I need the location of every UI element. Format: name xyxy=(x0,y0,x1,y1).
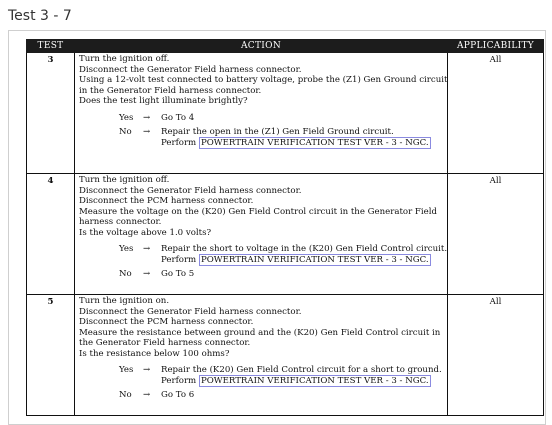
verification-test-link[interactable]: POWERTRAIN VERIFICATION TEST VER - 3 - NGC. xyxy=(200,254,429,265)
perform-label: Perform xyxy=(161,375,197,386)
perform-line xyxy=(161,255,443,266)
action-line: Disconnect the Generator Field harness connector. xyxy=(79,185,302,196)
action-cell xyxy=(75,174,448,295)
table-row xyxy=(27,53,544,174)
applicability-cell: All xyxy=(448,53,544,174)
test-number: 5 xyxy=(27,295,75,416)
response-label: Yes xyxy=(119,112,134,123)
response-yes xyxy=(119,365,443,386)
action-line: Using a 12-volt test connected to battery voltage, probe the (Z1) Gen Ground circuit xyxy=(79,75,448,85)
response-label: No xyxy=(119,390,132,400)
applicability-cell: All xyxy=(448,295,544,416)
action-line: Disconnect the Generator Field harness connector. xyxy=(79,64,302,75)
perform-label: Perform xyxy=(161,137,197,148)
header-action: ACTION xyxy=(75,40,448,53)
action-line: Disconnect the Generator Field harness connector. xyxy=(79,306,302,317)
action-line: Turn the ignition off. xyxy=(79,54,170,64)
action-line: Is the voltage above 1.0 volts? xyxy=(79,227,212,238)
table-row xyxy=(27,295,544,416)
response-no xyxy=(119,390,443,401)
arrow-icon: → xyxy=(143,244,151,254)
perform-line xyxy=(161,138,443,149)
arrow-icon: → xyxy=(143,112,151,123)
response-text: Go To 5 xyxy=(161,269,195,279)
response-text: Repair the (K20) Gen Field Control circuit for a short to ground. xyxy=(161,365,442,375)
action-cell xyxy=(75,295,448,416)
action-cell xyxy=(75,53,448,174)
applicability-cell: All xyxy=(448,174,544,295)
header-applicability: APPLICABILITY xyxy=(448,40,544,53)
response-label: No xyxy=(119,127,132,137)
arrow-icon: → xyxy=(143,365,151,375)
response-label: No xyxy=(119,269,132,279)
test-number: 4 xyxy=(27,174,75,295)
table-row xyxy=(27,174,544,295)
test-number: 3 xyxy=(27,53,75,174)
action-line: Disconnect the PCM harness connector. xyxy=(79,196,254,206)
response-text: Repair the open in the (Z1) Gen Field Ground circuit. xyxy=(161,127,394,137)
action-line: the Generator Field harness connector. xyxy=(79,338,251,348)
action-line: Turn the ignition on. xyxy=(79,296,170,306)
response-no xyxy=(119,269,443,280)
table-header-row xyxy=(27,40,544,53)
response-text: Go To 4 xyxy=(161,112,195,123)
action-line: Measure the voltage on the (K20) Gen Field Control circuit in the Generator Field xyxy=(79,206,437,217)
response-text: Go To 6 xyxy=(161,390,195,400)
response-label: Yes xyxy=(119,365,134,375)
action-line: Turn the ignition off. xyxy=(79,175,170,185)
verification-test-link[interactable]: POWERTRAIN VERIFICATION TEST VER - 3 - NGC. xyxy=(200,137,429,148)
response-no xyxy=(119,127,443,148)
action-line: Does the test light illuminate brightly? xyxy=(79,96,248,106)
arrow-icon: → xyxy=(143,269,151,279)
response-yes xyxy=(119,113,443,124)
response-yes xyxy=(119,244,448,265)
document-viewer[interactable] xyxy=(8,30,546,425)
action-line: Disconnect the PCM harness connector. xyxy=(79,317,254,327)
action-line: Measure the resistance between ground and the (K20) Gen Field Control circuit in xyxy=(79,327,441,338)
response-label: Yes xyxy=(119,244,134,254)
action-line: in the Generator Field harness connector. xyxy=(79,85,262,96)
response-text: Repair the short to voltage in the (K20) Gen Field Control circuit. xyxy=(161,244,448,254)
diagnostic-table xyxy=(26,39,544,416)
perform-label: Perform xyxy=(161,254,197,265)
header-test: TEST xyxy=(27,40,75,53)
action-line: harness connector. xyxy=(79,217,162,227)
action-line: Is the resistance below 100 ohms? xyxy=(79,348,230,359)
page-title: Test 3 - 7 xyxy=(8,8,72,24)
arrow-icon: → xyxy=(143,390,151,400)
perform-line xyxy=(161,376,443,387)
verification-test-link[interactable]: POWERTRAIN VERIFICATION TEST VER - 3 - NGC. xyxy=(200,375,429,386)
arrow-icon: → xyxy=(143,127,151,137)
